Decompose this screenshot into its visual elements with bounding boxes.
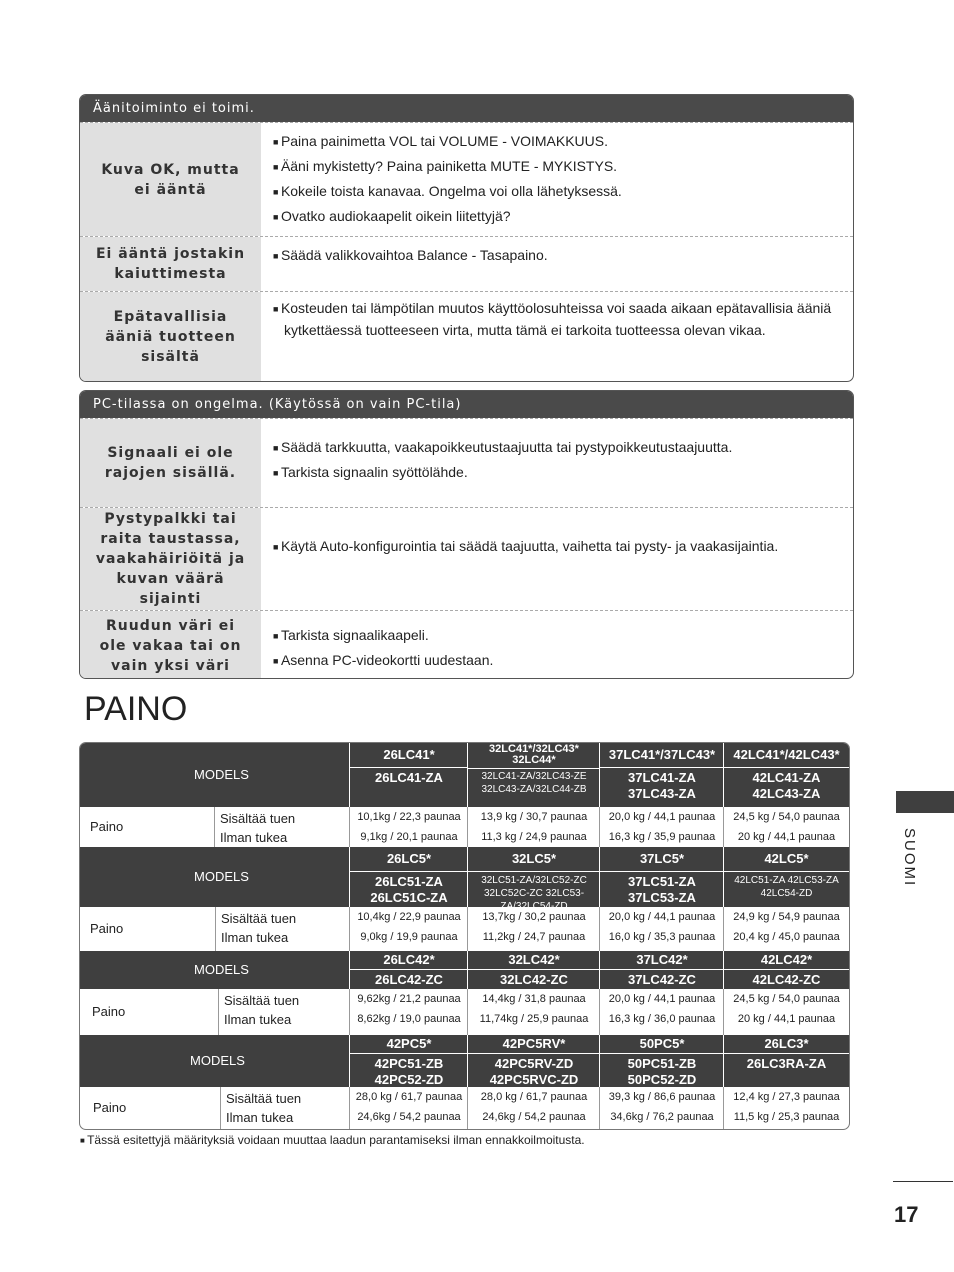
weight-without-stand: 9,0kg / 19,9 paunaa — [360, 931, 458, 943]
weight-values — [468, 807, 600, 847]
without-stand-label: Ilman tukea — [221, 930, 289, 945]
page-number-rule — [893, 1181, 953, 1182]
column-divider — [599, 847, 600, 907]
remedy-item: ■ Säädä valikkovaihtoa Balance - Tasapaino. — [273, 243, 841, 268]
weight-values — [724, 1087, 849, 1127]
weight-without-stand: 16,3 kg / 35,9 paunaa — [608, 831, 716, 843]
weight-values — [724, 989, 849, 1029]
remedy-item: ■ Tarkista signaalin syöttölähde. — [273, 460, 841, 485]
weight-table — [79, 742, 850, 1130]
model-series: 42PC5* — [350, 1035, 468, 1054]
model-column — [350, 1035, 468, 1087]
row-divider — [215, 907, 216, 951]
weight-without-stand: 11,74kg / 25,9 paunaa — [479, 1013, 589, 1025]
with-stand-label: Sisältää tuen — [226, 1091, 302, 1106]
symptom-label: Ruudun väri ei ole vakaa tai on vain yksi väri — [80, 611, 261, 679]
column-divider — [723, 743, 724, 807]
weight-row — [80, 807, 849, 847]
weight-without-stand: 8,62kg / 19,0 paunaa — [357, 1013, 461, 1025]
page-title: PAINO — [84, 690, 188, 728]
column-divider — [467, 743, 468, 807]
without-stand-label: Ilman tukea — [220, 830, 288, 845]
column-divider — [467, 989, 468, 1035]
without-stand-label: Ilman tukea — [224, 1012, 292, 1027]
model-numbers: 42LC51-ZA 42LC53-ZA 42LC54-ZD — [734, 875, 839, 899]
model-numbers: 26LC41-ZA — [375, 770, 443, 785]
symptom-label: Pystypalkki tai raita taustassa, vaakahäiriöitä ja kuvan väärä sijainti — [80, 508, 261, 610]
model-numbers: 42LC42-ZC — [752, 972, 821, 987]
model-series: 26LC41* — [350, 743, 468, 768]
weight-without-stand: 24,6kg / 54,2 paunaa — [482, 1111, 586, 1123]
model-numbers: 32LC51-ZA/32LC52-ZC 32LC52C-ZC 32LC53-ZA/32LC54-ZD — [481, 875, 587, 912]
symptom-label: Epätavallisia ääniä tuotteen sisältä — [80, 292, 261, 381]
models-label: MODELS — [194, 767, 249, 782]
weight-values — [468, 1087, 600, 1127]
weight-with-stand: 24,9 kg / 54,9 paunaa — [733, 911, 840, 923]
weight-with-stand: 20,0 kg / 44,1 paunaa — [608, 911, 716, 923]
column-divider — [349, 1087, 350, 1129]
column-divider — [349, 807, 350, 847]
symptom-label: Kuva OK, mutta ei ääntä — [80, 123, 261, 236]
weight-with-stand: 9,62kg / 21,2 paunaa — [357, 993, 461, 1005]
column-divider — [723, 989, 724, 1035]
symptom-label: Ei ääntä jostakin kaiuttimesta — [80, 237, 261, 291]
model-column — [724, 847, 849, 907]
model-numbers: 32LC41-ZA/32LC43-ZE 32LC43-ZA/32LC44-ZB — [481, 771, 587, 795]
weight-without-stand: 20,4 kg / 45,0 paunaa — [733, 931, 840, 943]
model-column — [350, 847, 468, 907]
column-divider — [349, 907, 350, 951]
model-numbers: 37LC42-ZC — [628, 972, 696, 987]
column-divider — [349, 989, 350, 1035]
model-series: 42LC5* — [724, 847, 849, 872]
weight-row — [80, 1087, 849, 1129]
audio-troubleshooting-box — [79, 94, 854, 382]
column-divider — [599, 1087, 600, 1129]
column-divider — [349, 1035, 350, 1087]
column-divider — [467, 847, 468, 907]
weight-values — [724, 807, 849, 847]
weight-label: Paino — [90, 819, 124, 834]
weight-with-stand: 20,0 kg / 44,1 paunaa — [608, 811, 716, 823]
model-series: 26LC3* — [724, 1035, 849, 1054]
model-series: 50PC5* — [600, 1035, 724, 1054]
column-divider — [723, 807, 724, 847]
models-band — [80, 743, 849, 807]
weight-without-stand: 11,5 kg / 25,3 paunaa — [733, 1111, 840, 1123]
weight-without-stand: 11,3 kg / 24,9 paunaa — [481, 831, 587, 843]
column-divider — [599, 907, 600, 951]
remedy-item: ■ Kokeile toista kanavaa. Ongelma voi olla lähetyksessä. — [273, 179, 841, 204]
model-numbers: 26LC3RA-ZA — [746, 1056, 827, 1071]
model-series: 32LC41*/32LC43* 32LC44* — [468, 743, 600, 769]
weight-with-stand: 14,4kg / 31,8 paunaa — [482, 993, 586, 1005]
weight-with-stand: 20,0 kg / 44,1 paunaa — [608, 993, 716, 1005]
model-series: 42LC41*/42LC43* — [724, 743, 849, 768]
weight-without-stand: 20 kg / 44,1 paunaa — [737, 831, 836, 843]
weight-without-stand: 20 kg / 44,1 paunaa — [737, 1013, 836, 1025]
weight-with-stand: 13,9 kg / 30,7 paunaa — [480, 811, 588, 823]
model-column — [468, 1035, 600, 1087]
model-series: 32LC42* — [468, 951, 600, 970]
weight-values — [350, 1087, 468, 1127]
weight-label: Paino — [90, 921, 124, 936]
column-divider — [723, 847, 724, 907]
trouble-row — [80, 122, 853, 236]
trouble-row — [80, 291, 853, 381]
weight-values — [600, 1087, 724, 1127]
model-column — [724, 951, 849, 989]
trouble-row — [80, 610, 853, 679]
stand-labels — [221, 909, 296, 947]
remedy-item: ■ Kosteuden tai lämpötilan muutos käyttöolosuhteissa voi saada aikaan epätavallisia ääniä kytkettäessä tuotteeseen virta, mutta tämä ei tarkoita tuotteessa olevan vikaa. — [273, 298, 841, 341]
model-series: 26LC5* — [350, 847, 468, 872]
remedy-item: ■ Ääni mykistetty? Paina painiketta MUTE - MYKISTYS. — [273, 154, 841, 179]
column-divider — [723, 907, 724, 951]
column-divider — [467, 1035, 468, 1087]
trouble-row — [80, 236, 853, 291]
column-divider — [723, 1035, 724, 1087]
model-numbers: 26LC42-ZC — [375, 972, 443, 987]
weight-values — [350, 989, 468, 1029]
weight-without-stand: 11,2kg / 24,7 paunaa — [482, 931, 586, 943]
weight-with-stand: 28,0 kg / 61,7 paunaa — [355, 1091, 463, 1103]
model-series: 37LC41*/37LC43* — [600, 743, 724, 768]
model-numbers: 42PC51-ZB 42PC52-ZD — [374, 1056, 444, 1087]
model-column — [468, 743, 600, 807]
model-column — [724, 1035, 849, 1087]
weight-without-stand: 24,6kg / 54,2 paunaa — [357, 1111, 461, 1123]
weight-with-stand: 24,5 kg / 54,0 paunaa — [733, 993, 840, 1005]
weight-values — [600, 807, 724, 847]
model-numbers: 42LC41-ZA 42LC43-ZA — [752, 770, 821, 801]
model-numbers: 42PC5RV-ZD 42PC5RVC-ZD — [489, 1056, 579, 1087]
row-divider — [220, 1087, 221, 1129]
row-divider — [214, 807, 215, 847]
remedy-item: ■ Ovatko audiokaapelit oikein liitettyjä? — [273, 204, 841, 229]
column-divider — [349, 847, 350, 907]
remedy-item: ■ Säädä tarkkuutta, vaakapoikkeutustaajuutta tai pystypoikkeutustaajuutta. — [273, 435, 841, 460]
column-divider — [467, 1087, 468, 1129]
models-band — [80, 951, 849, 989]
with-stand-label: Sisältää tuen — [224, 993, 300, 1008]
weight-values — [350, 807, 468, 847]
model-series: 26LC42* — [350, 951, 468, 970]
page-number: 17 — [894, 1202, 919, 1227]
pc-troubleshooting-box — [79, 390, 854, 679]
model-numbers: 26LC51-ZA 26LC51C-ZA — [370, 874, 448, 905]
model-column — [600, 951, 724, 989]
weight-without-stand: 34,6kg / 76,2 paunaa — [610, 1111, 714, 1123]
weight-values — [600, 907, 724, 947]
model-column — [600, 847, 724, 907]
with-stand-label: Sisältää tuen — [220, 811, 296, 826]
trouble-row — [80, 418, 853, 507]
column-divider — [599, 951, 600, 989]
weight-with-stand: 13,7kg / 30,2 paunaa — [482, 911, 586, 923]
section-header: PC-tilassa on ongelma. (Käytössä on vain PC-tila) — [80, 391, 853, 418]
language-tab-marker — [896, 791, 954, 813]
weight-without-stand: 16,0 kg / 35,3 paunaa — [608, 931, 716, 943]
model-series: 42PC5RV* — [468, 1035, 600, 1054]
stand-labels — [224, 991, 299, 1029]
remedy-item: ■ Paina painimetta VOL tai VOLUME - VOIMAKKUUS. — [273, 129, 841, 154]
stand-labels — [226, 1089, 301, 1127]
stand-labels — [220, 809, 295, 847]
row-divider — [218, 989, 219, 1035]
weight-with-stand: 39,3 kg / 86,6 paunaa — [608, 1091, 716, 1103]
weight-with-stand: 10,1kg / 22,3 paunaa — [357, 811, 461, 823]
weight-without-stand: 16,3 kg / 36,0 paunaa — [608, 1013, 716, 1025]
model-numbers: 37LC51-ZA 37LC53-ZA — [628, 874, 696, 905]
with-stand-label: Sisältää tuen — [221, 911, 297, 926]
model-numbers: 50PC51-ZB 50PC52-ZD — [627, 1056, 697, 1087]
model-series: 37LC42* — [600, 951, 724, 970]
weight-values — [468, 989, 600, 1029]
model-column — [724, 743, 849, 807]
model-column — [350, 951, 468, 989]
models-band — [80, 1035, 849, 1087]
models-band — [80, 847, 849, 912]
weight-with-stand: 12,4 kg / 27,3 paunaa — [733, 1091, 840, 1103]
column-divider — [599, 743, 600, 807]
column-divider — [599, 1035, 600, 1087]
weight-values — [468, 907, 600, 947]
symptom-label: Signaali ei ole rajojen sisällä. — [80, 419, 261, 507]
weight-label: Paino — [93, 1100, 127, 1115]
model-column — [468, 951, 600, 989]
weight-with-stand: 10,4kg / 22,9 paunaa — [357, 911, 461, 923]
model-numbers: 37LC41-ZA 37LC43-ZA — [628, 770, 696, 801]
footnote: ■ Tässä esitettyjä määrityksiä voidaan muuttaa laadun parantamiseksi ilman ennakkoilmoitusta. — [80, 1133, 585, 1147]
section-header: Äänitoiminto ei toimi. — [80, 95, 853, 122]
weight-label: Paino — [92, 1004, 126, 1019]
column-divider — [723, 951, 724, 989]
weight-with-stand: 24,5 kg / 54,0 paunaa — [733, 811, 840, 823]
column-divider — [349, 951, 350, 989]
models-label: MODELS — [194, 869, 249, 884]
weight-row — [80, 989, 849, 1035]
remedy-item: ■ Asenna PC-videokortti uudestaan. — [273, 648, 841, 673]
model-series: 32LC5* — [468, 847, 600, 872]
weight-values — [600, 989, 724, 1029]
column-divider — [467, 907, 468, 951]
weight-with-stand: 28,0 kg / 61,7 paunaa — [480, 1091, 588, 1103]
model-column — [600, 1035, 724, 1087]
column-divider — [599, 989, 600, 1035]
model-column — [468, 847, 600, 912]
trouble-row — [80, 507, 853, 610]
weight-row — [80, 907, 849, 951]
weight-without-stand: 9,1kg / 20,1 paunaa — [360, 831, 458, 843]
weight-values — [724, 907, 849, 947]
column-divider — [467, 951, 468, 989]
model-column — [350, 743, 468, 807]
model-column — [600, 743, 724, 807]
remedy-item: ■ Käytä Auto-konfigurointia tai säädä taajuutta, vaihetta tai pysty- ja vaakasijaintia. — [273, 536, 841, 558]
weight-values — [350, 907, 468, 947]
models-label: MODELS — [194, 962, 249, 977]
model-numbers: 32LC42-ZC — [500, 972, 568, 987]
without-stand-label: Ilman tukea — [226, 1110, 294, 1125]
column-divider — [723, 1087, 724, 1129]
remedy-item: ■ Tarkista signaalikaapeli. — [273, 623, 841, 648]
column-divider — [467, 807, 468, 847]
language-label: SUOMI — [901, 828, 918, 888]
column-divider — [599, 807, 600, 847]
column-divider — [349, 743, 350, 807]
model-series: 42LC42* — [724, 951, 849, 970]
model-series: 37LC5* — [600, 847, 724, 872]
models-label: MODELS — [190, 1053, 245, 1068]
